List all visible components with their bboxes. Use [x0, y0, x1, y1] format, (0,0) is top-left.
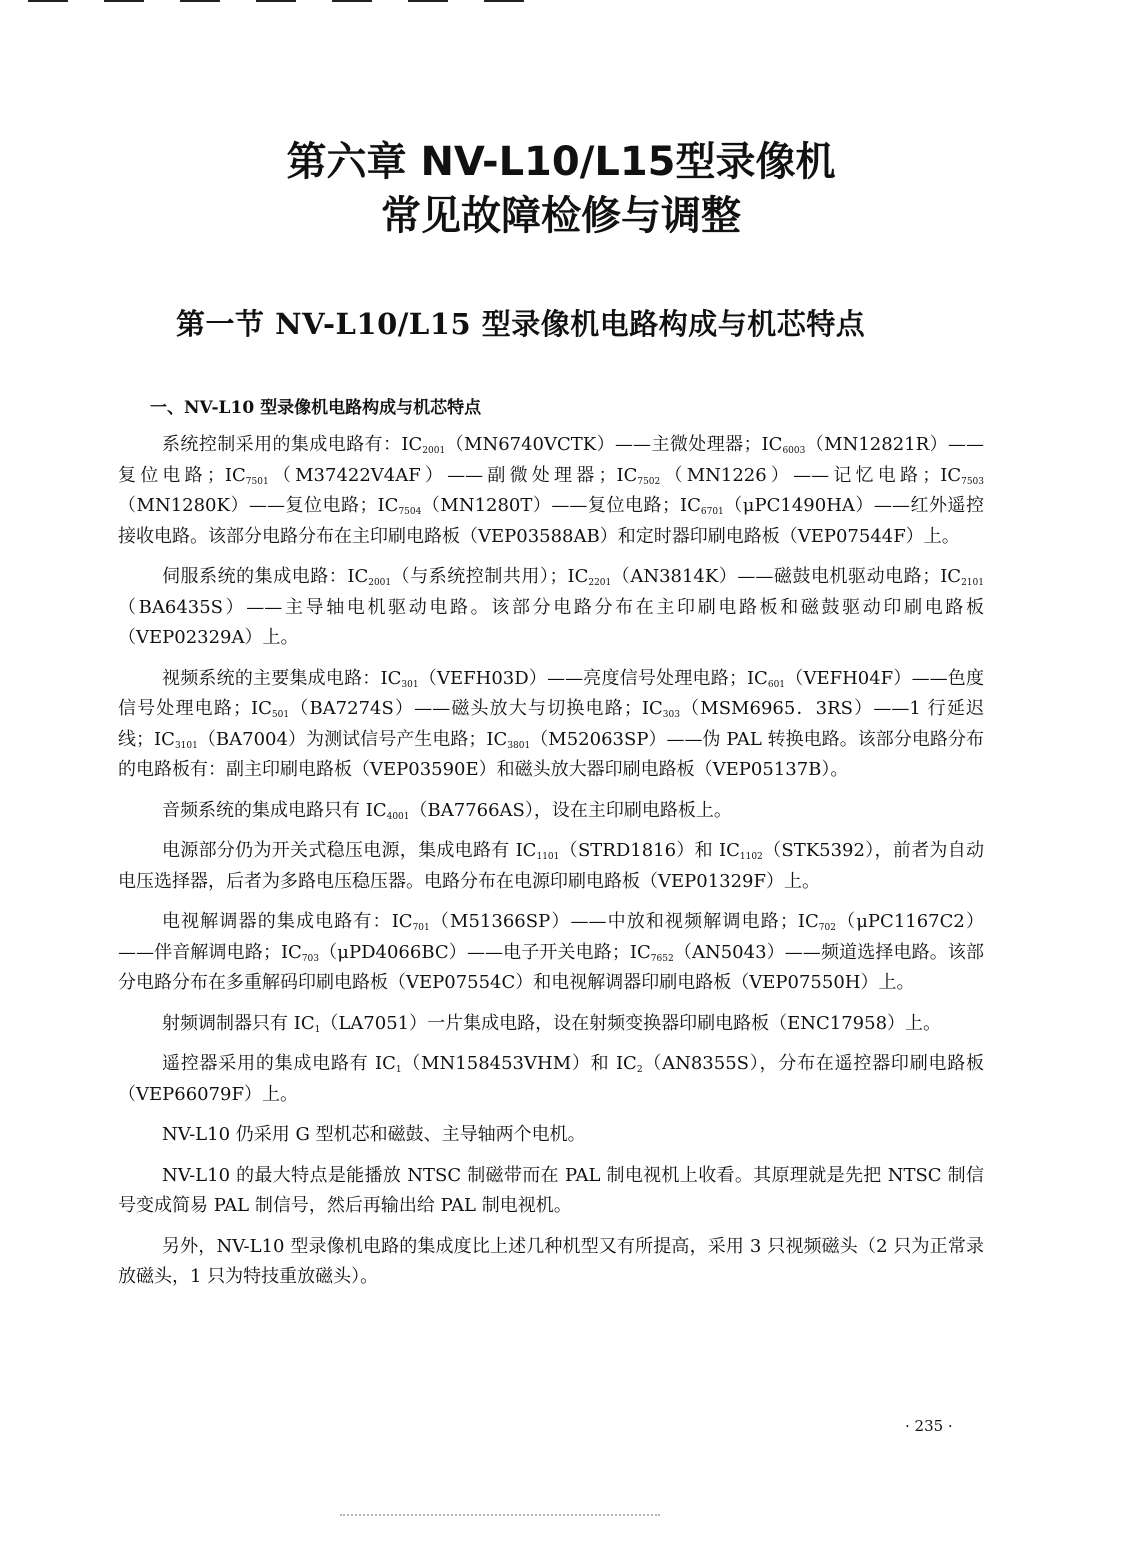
- text-run: 系统控制采用的集成电路有：IC: [162, 434, 423, 455]
- text-run: （STK5392），前者为自动电压选择器，后者为多路电压稳压器。电路分布在电源印刷电路板（VEP01329F）上。: [118, 840, 985, 892]
- text-run: （AN5043）——频道选择电路。该部分电路分布在多重解码印刷电路板（VEP07554C）和电视解调器印刷电路板（VEP07550H）上。: [118, 941, 985, 993]
- body-text: [118, 430, 984, 1303]
- ic-subscript: 2201: [588, 578, 612, 588]
- text-run: 音频系统的集成电路只有 IC: [162, 799, 387, 821]
- text-run: （STRD1816）和 IC: [559, 840, 740, 861]
- text-run: 射频调制器只有 IC: [162, 1012, 315, 1034]
- text-run: （LA7051）一片集成电路，设在射频变换器印刷电路板（ENC17958）上。: [320, 1012, 942, 1034]
- paragraph-mechanism: NV-L10 仍采用 G 型机芯和磁鼓、主导轴两个电机。: [162, 1124, 586, 1145]
- ic-subscript: 6003: [782, 446, 806, 456]
- ic-subscript: 702: [818, 923, 836, 933]
- paragraph-video-system: [118, 664, 984, 786]
- text-run: （BA7766AS），设在主印刷电路板上。: [409, 799, 732, 821]
- text-run: （μPC1167C2）——伴音解调电路；IC: [118, 911, 984, 963]
- text-run: 视频系统的主要集成电路：IC: [162, 667, 402, 689]
- paragraph-video-heads: 另外，NV-L10 型录像机电路的集成度比上述几种机型又有所提高，采用 3 只视频磁头（2 只为正常录放磁头，1 只为特技重放磁头）。: [118, 1235, 984, 1287]
- ic-subscript: 2: [636, 1065, 643, 1075]
- ic-subscript: 7652: [650, 953, 674, 964]
- ic-subscript: 701: [412, 923, 430, 933]
- subsection-heading: 一、NV-L10 型录像机电路构成与机芯特点: [150, 398, 482, 418]
- ic-subscript: 3801: [507, 740, 531, 751]
- text-run: （VEFH03D）——亮度信号处理电路；IC: [418, 667, 768, 689]
- paragraph-servo-system: [118, 562, 984, 654]
- text-run: 电源部分仍为开关式稳压电源，集成电路有 IC: [162, 840, 537, 861]
- ic-subscript: 1101: [536, 852, 560, 862]
- text-run: （AN8355S），分布在遥控器印刷电路板（VEP66079F）上。: [118, 1053, 984, 1105]
- text-run: 伺服系统的集成电路：IC: [162, 566, 369, 587]
- text-run: （MN158453VHM）和 IC: [401, 1053, 637, 1074]
- ic-subscript: 7504: [398, 507, 422, 517]
- text-run: （BA7004）为测试信号产生电路；IC: [197, 728, 508, 750]
- text-run: （BA7274S）——磁头放大与切换电路；IC: [289, 698, 663, 719]
- paragraph-remote-control: [118, 1049, 984, 1110]
- chapter-title: [0, 135, 1122, 243]
- text-run: （BA6435S）——主导轴电机驱动电路。该部分电路分布在主印刷电路板和磁鼓驱动印刷电路板（VEP02329A）上。: [118, 596, 984, 648]
- ic-subscript: 1102: [739, 852, 763, 862]
- text-run: （μPD4066BC）——电子开关电路；IC: [319, 941, 651, 963]
- chapter-title-line-2: 常见故障检修与调整: [381, 193, 741, 239]
- text-run: （M51366SP）——中放和视频解调电路；IC: [429, 911, 819, 932]
- paragraph-ntsc-feature: NV-L10 的最大特点是能播放 NTSC 制磁带而在 PAL 制电视机上收看。其原理就是先把 NTSC 制信号变成简易 PAL 制信号，然后再输出给 PAL 制电视机。: [118, 1164, 984, 1216]
- page-number: · 235 ·: [905, 1417, 953, 1435]
- ic-subscript: 601: [767, 679, 786, 690]
- ic-subscript: 303: [662, 710, 680, 720]
- text-run: （MN6740VCTK）——主微处理器；IC: [445, 434, 783, 455]
- ic-subscript: 7502: [637, 476, 661, 487]
- scan-edge-marks: [28, 0, 524, 2]
- ic-subscript: 7503: [961, 476, 984, 487]
- paragraph-tv-demodulator: [118, 907, 984, 999]
- text-run: （与系统控制共用）；IC: [391, 566, 589, 587]
- ic-subscript: 3101: [174, 740, 198, 751]
- chapter-title-line-1: 第六章 NV-L10/L15型录像机: [286, 139, 836, 185]
- text-run: （MN12821R）——复位电路；IC: [118, 434, 984, 486]
- text-run: （MN1280K）——复位电路；IC: [118, 495, 399, 516]
- ic-subscript: 1: [314, 1024, 321, 1035]
- paragraph-audio-system: [118, 796, 984, 827]
- ic-subscript: 1: [395, 1065, 402, 1075]
- ic-subscript: 4001: [386, 811, 410, 822]
- ic-subscript: 2001: [422, 446, 446, 456]
- text-run: 电视解调器的集成电路有：IC: [162, 911, 413, 932]
- scan-bottom-marks: [340, 1514, 660, 1518]
- text-run: （AN3814K）——磁鼓电机驱动电路；IC: [611, 566, 962, 587]
- text-run: （M52063SP）——伪 PAL 转换电路。该部分电路分布的电路板有：副主印刷电路板（VEP03590E）和磁头放大器印刷电路板（VEP05137B）。: [118, 728, 984, 780]
- text-run: 遥控器采用的集成电路有 IC: [162, 1053, 396, 1074]
- paragraph-rf-modulator: [118, 1009, 984, 1040]
- ic-subscript: 501: [271, 710, 290, 720]
- ic-subscript: 301: [401, 679, 419, 690]
- section-title: 第一节 NV-L10/L15 型录像机电路构成与机芯特点: [176, 307, 866, 341]
- text-run: （MSM6965．3RS）——1 行延迟线；IC: [118, 698, 985, 750]
- text-run: （MN1280T）——复位电路；IC: [421, 495, 701, 516]
- text-run: （M37422V4AF）——副微处理器；IC: [268, 464, 638, 486]
- text-run: （μPC1490HA）——红外遥控接收电路。该部分电路分布在主印刷电路板（VEP03588AB）和定时器印刷电路板（VEP07544F）上。: [118, 495, 984, 547]
- ic-subscript: 2101: [961, 578, 984, 588]
- paragraph-system-control: [118, 430, 984, 552]
- ic-subscript: 703: [301, 953, 320, 964]
- ic-subscript: 6701: [700, 507, 724, 517]
- ic-subscript: 2001: [368, 578, 392, 588]
- paragraph-power-supply: [118, 836, 984, 897]
- text-run: （VEFH04F）——色度信号处理电路；IC: [118, 667, 985, 719]
- text-run: （MN1226）——记忆电路；IC: [660, 464, 962, 486]
- ic-subscript: 7501: [245, 476, 269, 487]
